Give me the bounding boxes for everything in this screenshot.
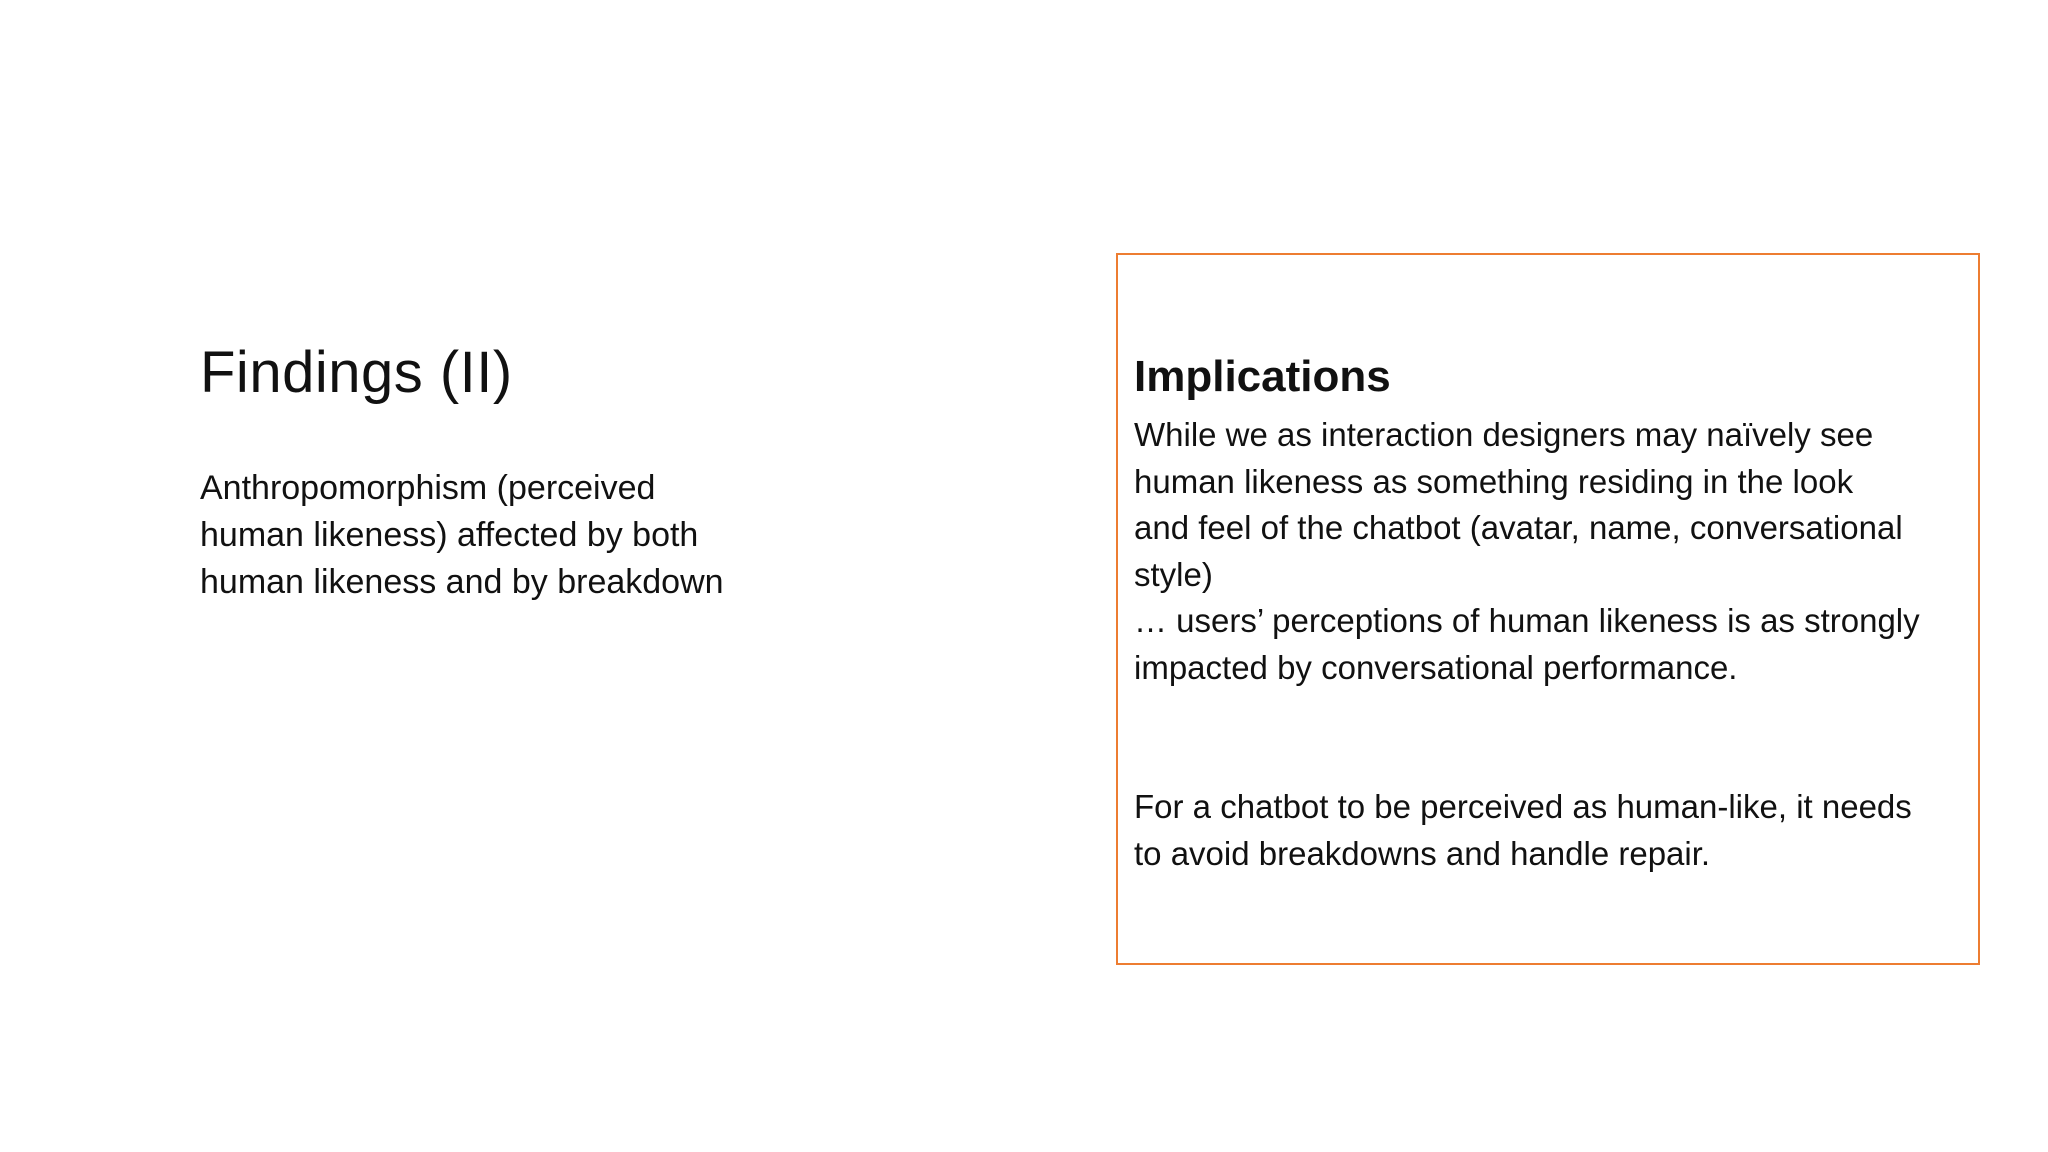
implications-box [1116,253,1980,965]
findings-text: Anthropomorphism (perceived human likeness) affected by both human likeness and by breakdown [200,469,724,601]
implications-paragraph-2: For a chatbot to be perceived as human-like, it needs to avoid breakdowns and handle repair. [1134,788,1912,872]
implications-paragraph-1: While we as interaction designers may naïvely see human likeness as something residing in the look and feel of the chatbot (avatar, name, conversational style) … users’ perceptions of human likeness is as strongly impacted by conversational performance. [1134,416,1920,686]
implications-heading: Implications [1134,352,1391,401]
slide-title: Findings (II) [200,340,513,405]
